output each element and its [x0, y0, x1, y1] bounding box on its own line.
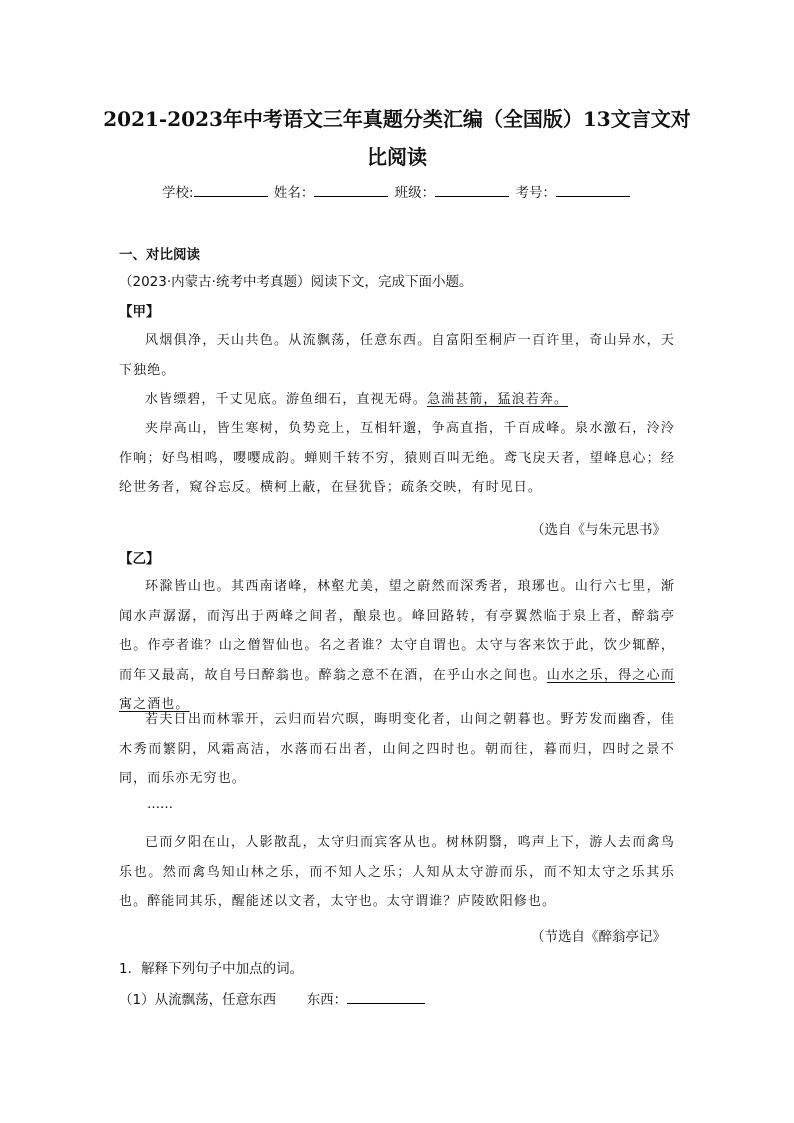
exam-no-label: 考号： — [515, 185, 556, 201]
jia-p2-underlined: 急湍甚箭，猛浪若奔。 — [427, 392, 569, 407]
jia-label: 【甲】 — [119, 304, 160, 320]
page-title: 2021-2023年中考语文三年真题分类汇编（全国版）13文言文对比阅读 — [103, 107, 691, 169]
school-blank[interactable] — [194, 183, 268, 197]
intro-line: （2023·内蒙古·统考中考真题）阅读下文，完成下面小题。 — [119, 274, 473, 290]
q1-item1-text: （1）从流飘荡，任意东西 — [119, 992, 277, 1008]
yi-paragraph-3: 已而夕阳在山，人影散乱，太守归而宾客从也。树林阴翳，鸣声上下，游人去而禽鸟乐也。然而禽鸟知山林之乐，而不知人之乐；人知从太守游而乐，而不知太守之乐其乐也。醉能同其乐，醒能述以文者，太守也。太守谓谁？庐陵欧阳修也。 — [119, 835, 675, 909]
yi-paragraph-1 — [119, 572, 675, 720]
jia-source: （选自《与朱元思书》 — [531, 522, 666, 538]
q1-item1-word: 东西： — [306, 992, 348, 1008]
name-label: 姓名： — [273, 185, 315, 201]
yi-label: 【乙】 — [119, 551, 160, 567]
section-heading: 一、对比阅读 — [119, 247, 200, 263]
class-blank[interactable] — [435, 183, 509, 197]
q1-item1-answer-blank[interactable] — [347, 990, 425, 1004]
jia-paragraph-3: 夹岸高山，皆生寒树，负势竞上，互相轩邈，争高直指，千百成峰。泉水激石，泠泠作响；好鸟相鸣，嘤嘤成韵。蝉则千转不穷，猿则百叫无绝。鸢飞戾天者，望峰息心；经纶世务者，窥谷忘反。横柯上蔽，在昼犹昏；疏条交映，有时见日。 — [119, 421, 675, 495]
yi-paragraph-2: 若夫日出而林霏开，云归而岩穴暝，晦明变化者，山间之朝暮也。野芳发而幽香，佳木秀而繁阴，风霜高洁，水落而石出者，山间之四时也。朝而往，暮而归，四时之景不同，而乐亦无穷也。 — [119, 712, 675, 786]
yi-p1-underlined: 山水之乐，得之心而寓之酒也。 — [119, 667, 675, 712]
name-blank[interactable] — [314, 183, 388, 197]
class-label: 班级： — [394, 185, 436, 201]
school-label: 学校: — [162, 185, 194, 201]
jia-paragraph-1: 风烟俱净，天山共色。从流飘荡，任意东西。自富阳至桐庐一百许里，奇山异水，天下独绝。 — [119, 333, 675, 378]
student-info-line — [0, 181, 794, 201]
yi-p1-text: 环滁皆山也。其西南诸峰，林壑尤美，望之蔚然而深秀者，琅琊也。山行六七里，渐闻水声潺潺，而泻出于两峰之间者，酿泉也。峰回路转，有亭翼然临于泉上者，醉翁亭也。作亭者谁？山之僧智仙也。名之者谁？太守自谓也。太守与客来饮于此，饮少辄醉，而年又最高，故自号曰醉翁也。醉翁之意不在酒，在乎山水之间也。 — [119, 579, 675, 683]
jia-p2-text: 水皆缥碧，千丈见底。游鱼细石，直视无碍。 — [145, 392, 428, 407]
question-1-stem: 1．解释下列句子中加点的词。 — [119, 961, 304, 977]
exam-no-blank[interactable] — [556, 183, 630, 197]
yi-source: （节选自《醉翁亭记》 — [531, 929, 666, 945]
jia-paragraph-2 — [119, 385, 675, 415]
question-1-item-1 — [119, 988, 425, 1008]
ellipsis: …… — [147, 797, 173, 812]
